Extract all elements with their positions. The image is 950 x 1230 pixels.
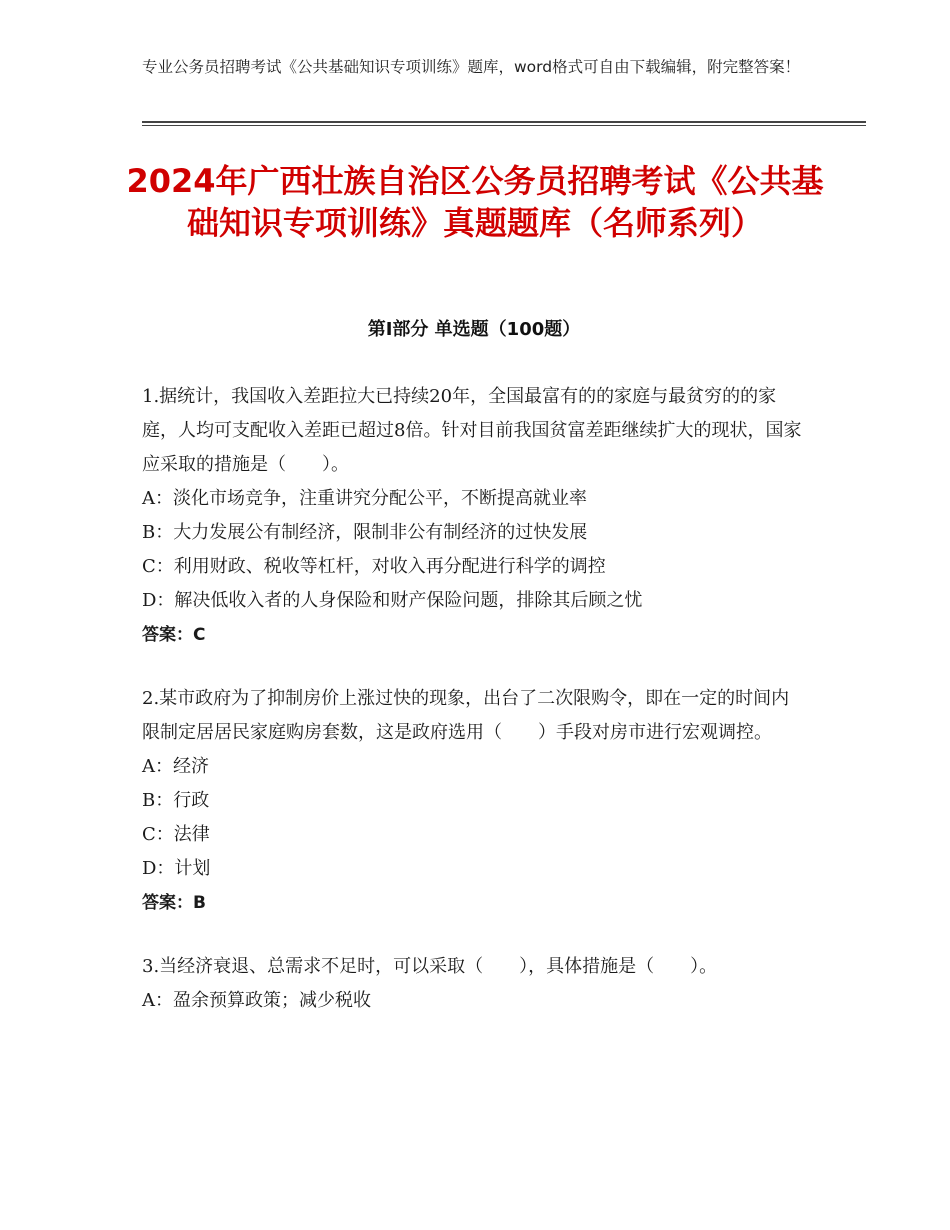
header-note: 专业公务员招聘考试《公共基础知识专项训练》题库，word格式可自由下载编辑，附完整答案！ (142, 58, 801, 76)
option-d: D：计划 (142, 858, 211, 879)
question-3 (142, 950, 806, 1018)
question-list (142, 380, 806, 1048)
header-divider-thick (142, 121, 866, 123)
option-b: B：大力发展公有制经济，限制非公有制经济的过快发展 (142, 522, 588, 543)
question-1 (142, 380, 806, 652)
option-c: C：利用财政、税收等杠杆，对收入再分配进行科学的调控 (142, 556, 606, 577)
question-stem: 2.某市政府为了抑制房价上涨过快的现象，出台了二次限购令，即在一定的时间内限制定居居民家庭购房套数，这是政府选用（ ）手段对房市进行宏观调控。 (142, 688, 790, 743)
document-title: 2024年广西壮族自治区公务员招聘考试《公共基础知识专项训练》真题题库（名师系列） (126, 162, 824, 242)
answer: 答案：B (142, 893, 206, 913)
question-stem: 3.当经济衰退、总需求不足时，可以采取（ ），具体措施是（ ）。 (142, 956, 718, 977)
option-b: B：行政 (142, 790, 210, 811)
question-2 (142, 682, 806, 920)
option-d: D：解决低收入者的人身保险和财产保险问题，排除其后顾之忧 (142, 590, 643, 611)
option-a: A：淡化市场竞争，注重讲究分配公平，不断提高就业率 (142, 488, 587, 509)
option-a: A：盈余预算政策；减少税收 (142, 990, 371, 1011)
option-c: C：法律 (142, 824, 210, 845)
header-divider-thin (142, 125, 866, 126)
section-heading: 第I部分 单选题（100题） (367, 319, 581, 340)
question-stem: 1.据统计，我国收入差距拉大已持续20年，全国最富有的的家庭与最贫穷的的家庭，人均可支配收入差距已超过8倍。针对目前我国贫富差距继续扩大的现状，国家应采取的措施是（ ）。 (142, 386, 802, 475)
option-a: A：经济 (142, 756, 209, 777)
answer: 答案：C (142, 625, 206, 645)
